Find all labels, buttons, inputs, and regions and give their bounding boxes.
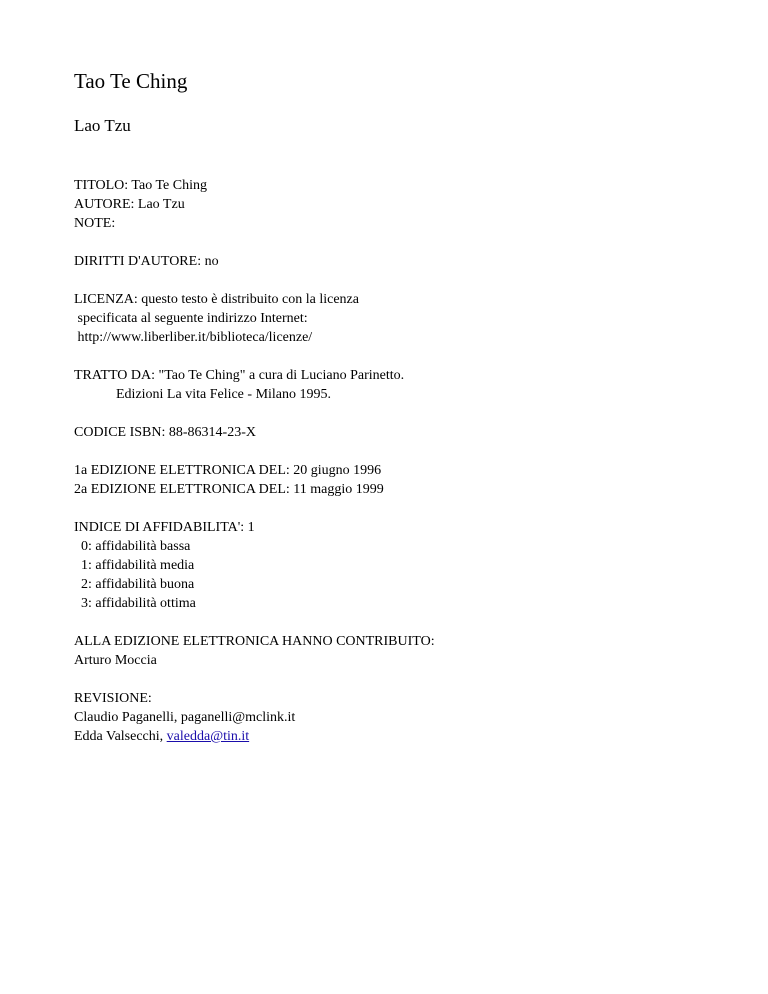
note-line: NOTE: [74,216,116,231]
diritti-block [74,252,435,271]
contributor-name: Arturo Moccia [74,653,157,668]
seconda-edizione-line: 2a EDIZIONE ELETTRONICA DEL: 11 maggio 1999 [74,482,384,497]
document-title: Tao Te Ching [74,69,188,93]
tratto-block [74,366,435,404]
reviewer-2-email-link[interactable]: valedda@tin.it [166,729,250,744]
metadata-section [74,176,435,765]
licenza-line-3: http://www.liberliber.it/biblioteca/licenze/ [74,330,313,345]
revisione-block [74,689,435,746]
document-author: Lao Tzu [74,116,131,135]
contributi-heading: ALLA EDIZIONE ELETTRONICA HANNO CONTRIBUITO: [74,634,435,649]
revisione-heading: REVISIONE: [74,691,152,706]
licenza-line-1: LICENZA: questo testo è distribuito con la licenza [74,292,359,307]
diritti-line: DIRITTI D'AUTORE: no [74,254,219,269]
affidabilita-block [74,518,435,613]
reviewer-1: Claudio Paganelli, paganelli@mclink.it [74,710,296,725]
licenza-block [74,290,435,347]
titolo-line: TITOLO: Tao Te Ching [74,178,207,193]
tratto-line-2: Edizioni La vita Felice - Milano 1995. [74,387,332,402]
affidabilita-level: 3: affidabilità ottima [74,596,196,611]
edizioni-block [74,461,435,499]
autore-line: AUTORE: Lao Tzu [74,197,185,212]
tratto-line-1: TRATTO DA: "Tao Te Ching" a cura di Luciano Parinetto. [74,368,405,383]
licenza-line-2: specificata al seguente indirizzo Internet: [74,311,308,326]
affidabilita-level: 1: affidabilità media [74,558,195,573]
reviewer-2-name: Edda Valsecchi, [74,729,167,744]
prima-edizione-line: 1a EDIZIONE ELETTRONICA DEL: 20 giugno 1996 [74,463,382,478]
isbn-block [74,423,435,442]
header-block [74,176,435,233]
affidabilita-level: 2: affidabilità buona [74,577,195,592]
affidabilita-heading: INDICE DI AFFIDABILITA': 1 [74,520,255,535]
contributi-block [74,632,435,670]
reviewer-2 [74,727,435,746]
affidabilita-level: 0: affidabilità bassa [74,539,191,554]
isbn-line: CODICE ISBN: 88-86314-23-X [74,425,256,440]
